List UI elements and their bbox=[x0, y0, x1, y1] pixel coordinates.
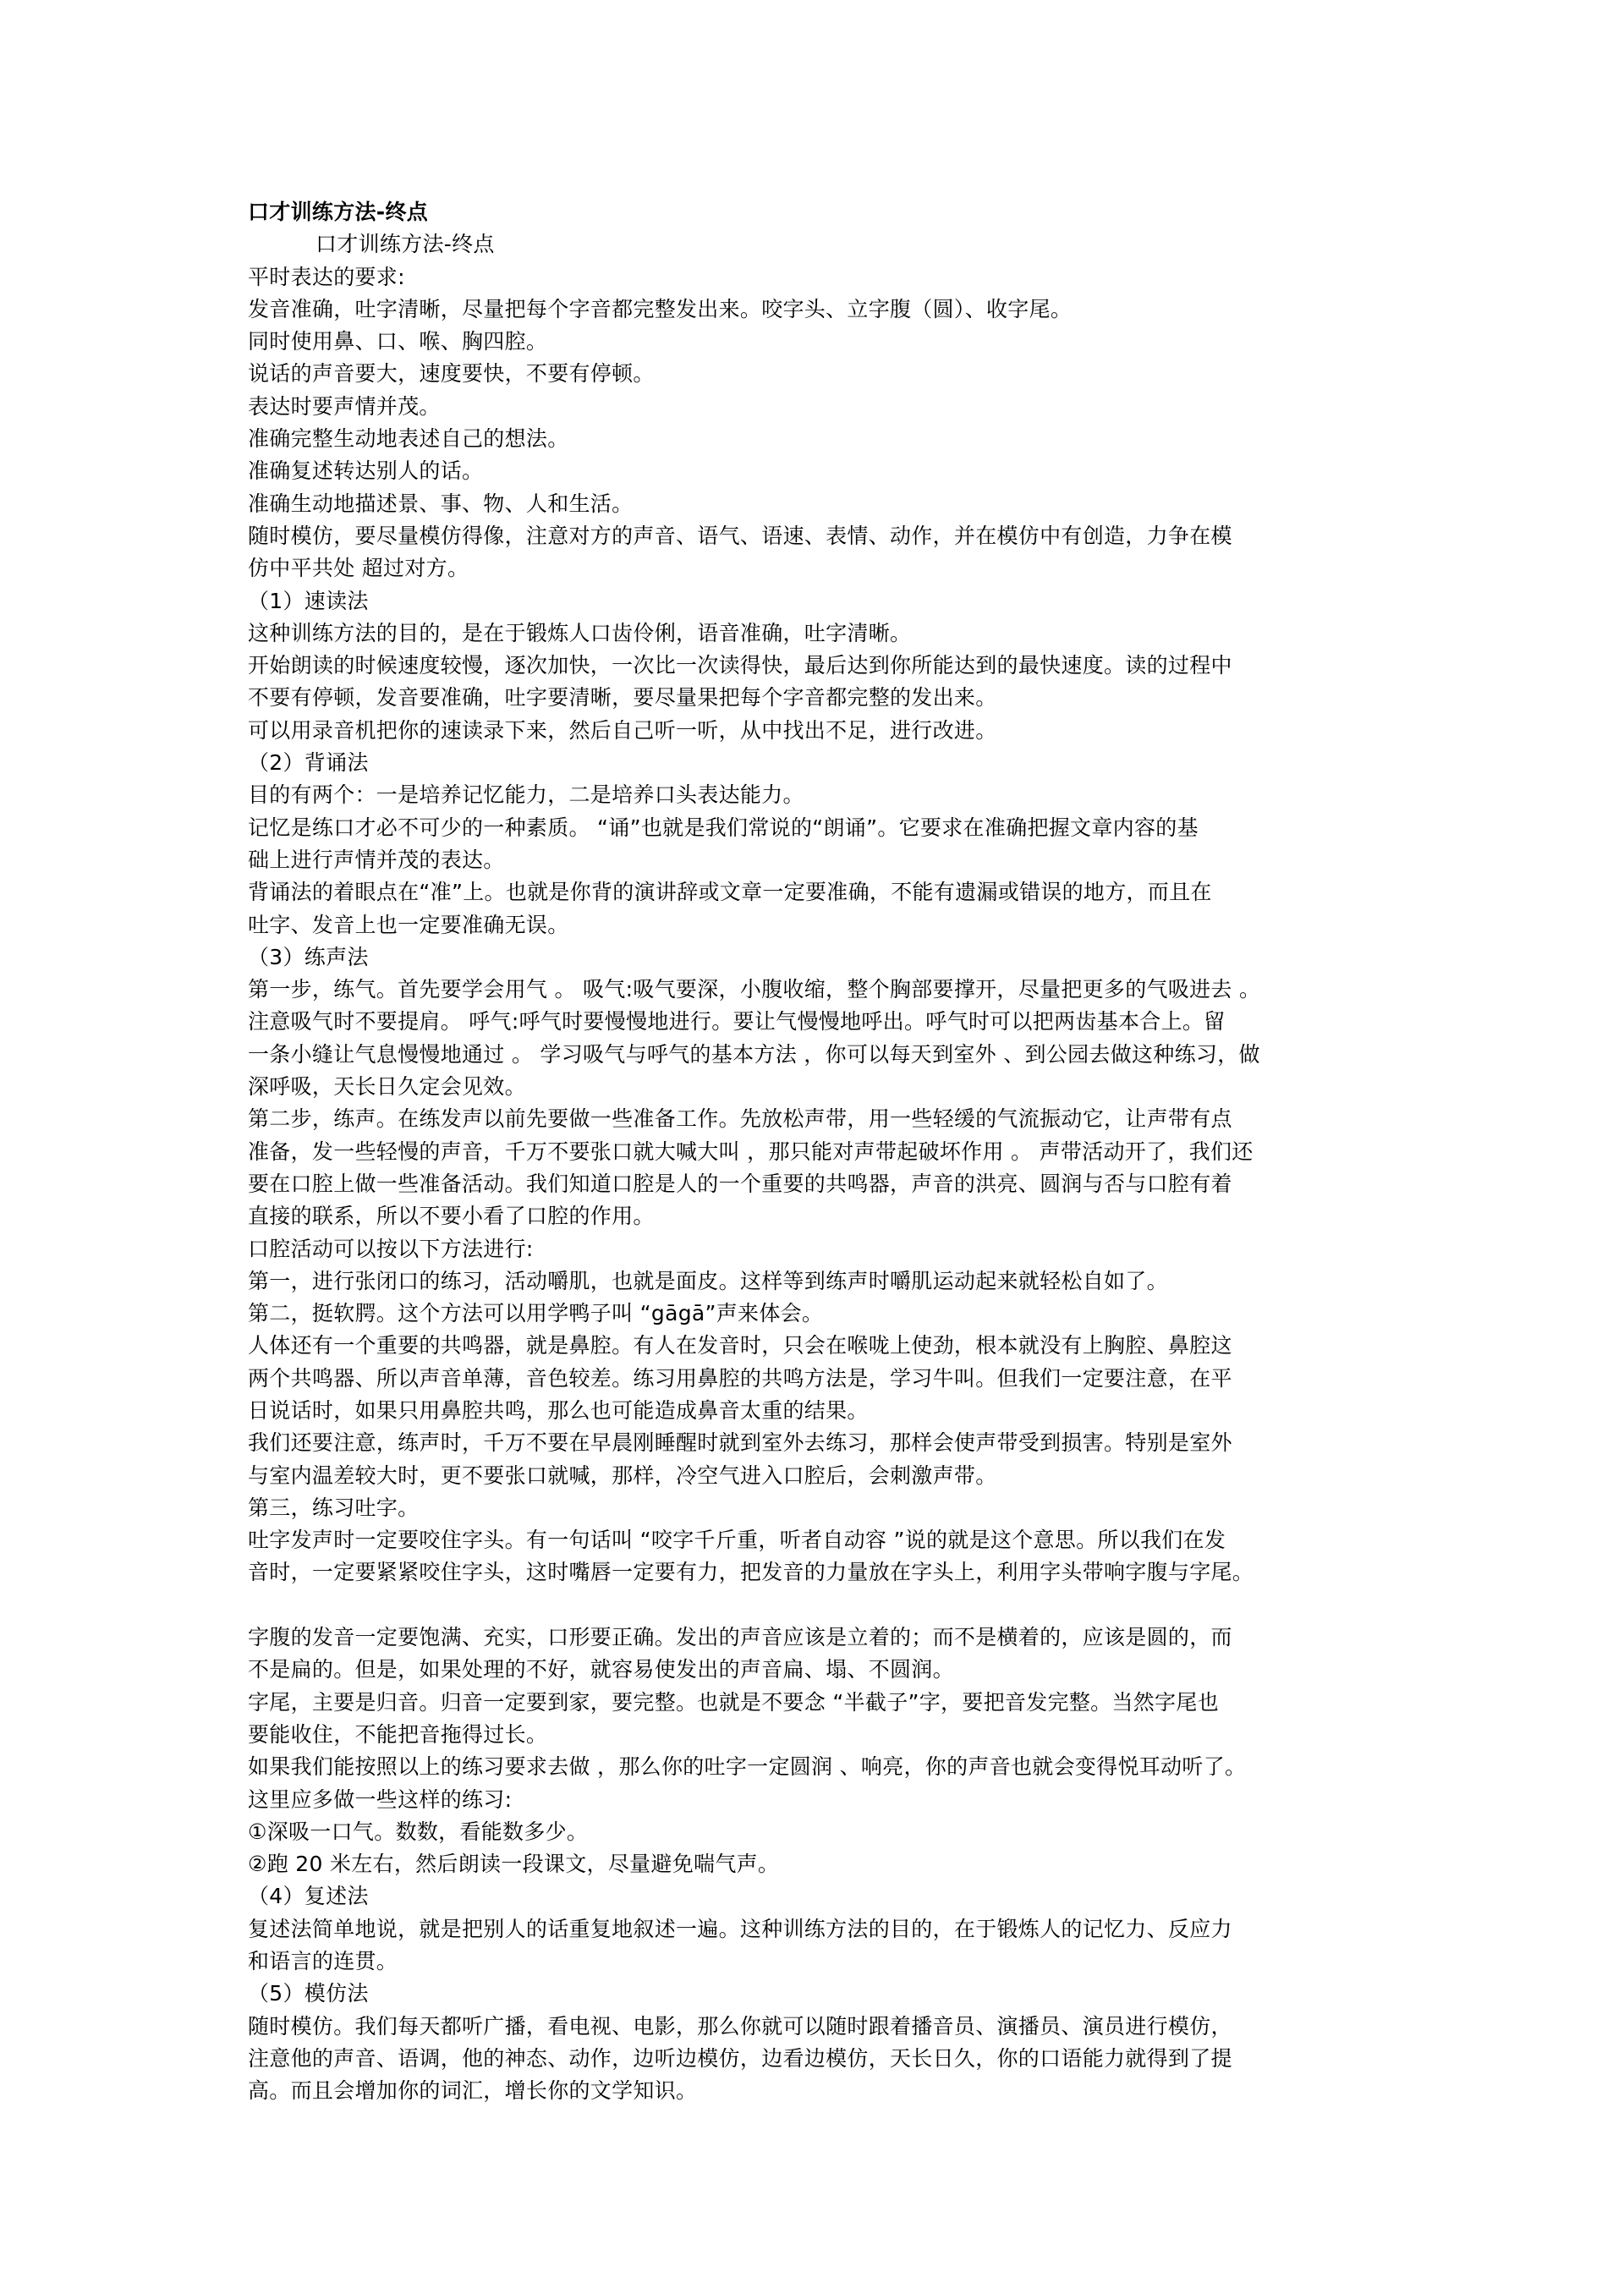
text-line: 同时使用鼻、口、喉、胸四腔。 bbox=[248, 329, 548, 354]
text-line: 与室内温差较大时，更不要张口就喊，那样，冷空气进入口腔后，会刺激声带。 bbox=[248, 1463, 997, 1488]
text-line: 随时模仿，要尽量模仿得像，注意对方的声音、语气、语速、表情、动作，并在模仿中有创造，力争在模 bbox=[248, 523, 1232, 548]
section-heading: （5）模仿法 bbox=[248, 1981, 369, 2006]
text-line: 要在口腔上做一些准备活动。我们知道口腔是人的一个重要的共鸣器，声音的洪亮、圆润与否与口腔有着 bbox=[248, 1171, 1232, 1196]
text-line: 直接的联系，所以不要小看了口腔的作用。 bbox=[248, 1204, 655, 1229]
text-line: 口腔活动可以按以下方法进行: bbox=[248, 1236, 534, 1261]
text-line: 第二，挺软腭。这个方法可以用学鸭子叫 “gāgā”声来体会。 bbox=[248, 1301, 824, 1326]
text-line: 不要有停顿，发音要准确，吐字要清晰，要尽量果把每个字音都完整的发出来。 bbox=[248, 685, 997, 711]
text-line: 这种训练方法的目的，是在于锻炼人口齿伶俐，语音准确，吐字清晰。 bbox=[248, 620, 912, 645]
text-line: 要能收住，不能把音拖得过长。 bbox=[248, 1721, 548, 1747]
text-line: 一条小缝让气息慢慢地通过 。 学习吸气与呼气的基本方法 ，你可以每天到室外 、到公园去做这种练习，做 bbox=[248, 1041, 1260, 1067]
text-line: 开始朗读的时候速度较慢，逐次加快，一次比一次读得快，最后达到你所能达到的最快速度。读的过程中 bbox=[248, 653, 1232, 678]
text-line: 随时模仿。我们每天都听广播，看电视、电影，那么你就可以随时跟着播音员、演播员、演员进行模仿， bbox=[248, 2013, 1232, 2039]
text-line: 高。而且会增加你的词汇，增长你的文学知识。 bbox=[248, 2078, 698, 2104]
text-line: 准确复述转达别人的话。 bbox=[248, 458, 484, 484]
text-line: 复述法简单地说，就是把别人的话重复地叙述一遍。这种训练方法的目的，在于锻炼人的记忆力、反应力 bbox=[248, 1916, 1232, 1941]
text-line: ①深吸一口气。数数，看能数多少。 bbox=[248, 1819, 589, 1844]
text-line: 字腹的发音一定要饱满、充实，口形要正确。发出的声音应该是立着的；而不是横着的，应该是圆的，而 bbox=[248, 1625, 1232, 1650]
document-subtitle: 口才训练方法-终点 bbox=[315, 232, 495, 257]
text-line: 吐字、发音上也一定要准确无误。 bbox=[248, 912, 569, 937]
section-heading: （2）背诵法 bbox=[248, 750, 369, 776]
text-line: 音时，一定要紧紧咬住字头，这时嘴唇一定要有力，把发音的力量放在字头上，利用字头带响字腹与字尾。 bbox=[248, 1560, 1254, 1585]
text-line: 两个共鸣器、所以声音单薄，音色较差。练习用鼻腔的共鸣方法是，学习牛叫。但我们一定要注意，在平 bbox=[248, 1365, 1232, 1391]
text-line: 础上进行声情并茂的表达。 bbox=[248, 847, 505, 872]
text-line: 可以用录音机把你的速读录下来，然后自己听一听，从中找出不足，进行改进。 bbox=[248, 717, 997, 743]
document-title: 口才训练方法-终点 bbox=[248, 200, 429, 224]
blank-line bbox=[248, 1589, 1432, 1622]
text-line: 这里应多做一些这样的练习: bbox=[248, 1786, 513, 1812]
section-heading: （1）速读法 bbox=[248, 588, 369, 613]
text-line: 注意他的声音、语调，他的神态、动作，边听边模仿，边看边模仿，天长日久，你的口语能力就得到了提 bbox=[248, 2045, 1232, 2071]
text-line: 人体还有一个重要的共鸣器，就是鼻腔。有人在发音时，只会在喉咙上使劲，根本就没有上胸腔、鼻腔这 bbox=[248, 1333, 1232, 1358]
text-line: 发音准确，吐字清晰，尽量把每个字音都完整发出来。咬字头、立字腹（圆）、收字尾。 bbox=[248, 296, 1073, 321]
text-line: 如果我们能按照以上的练习要求去做 ，那么你的吐字一定圆润 、响亮，你的声音也就会变得悦耳动听了。 bbox=[248, 1754, 1247, 1780]
text-line: 吐字发声时一定要咬住字头。有一句话叫 “咬字千斤重，听者自动容 ”说的就是这个意思。所以我们在发 bbox=[248, 1528, 1226, 1553]
text-line: 我们还要注意，练声时，千万不要在早晨刚睡醒时就到室外去练习，那样会使声带受到损害。特别是室外 bbox=[248, 1430, 1232, 1456]
text-line: 仿中平共处 超过对方。 bbox=[248, 556, 469, 581]
text-line: 记忆是练口才必不可少的一种素质。 “诵”也就是我们常说的“朗诵”。它要求在准确把握文章内容的基 bbox=[248, 815, 1199, 840]
text-line: 字尾，主要是归音。归音一定要到家，要完整。也就是不要念 “半截子”字，要把音发完整。当然字尾也 bbox=[248, 1689, 1219, 1715]
text-line: 背诵法的着眼点在“准”上。也就是你背的演讲辞或文章一定要准确，不能有遗漏或错误的地方，而且在 bbox=[248, 880, 1212, 905]
text-line: 不是扁的。但是，如果处理的不好，就容易使发出的声音扁、塌、不圆润。 bbox=[248, 1657, 954, 1682]
text-line: 第三，练习吐字。 bbox=[248, 1495, 420, 1520]
text-line: 第一，进行张闭口的练习，活动嚼肌，也就是面皮。这样等到练声时嚼肌运动起来就轻松自如了。 bbox=[248, 1268, 1168, 1293]
text-line: 准确生动地描述景、事、物、人和生活。 bbox=[248, 491, 634, 516]
document-body bbox=[248, 196, 1432, 2108]
section-heading: （3）练声法 bbox=[248, 944, 369, 969]
text-line: 和语言的连贯。 bbox=[248, 1949, 398, 1974]
text-line: 准确完整生动地表述自己的想法。 bbox=[248, 426, 569, 452]
text-line: 第二步，练声。在练发声以前先要做一些准备工作。先放松声带，用一些轻缓的气流振动它，让声带有点 bbox=[248, 1106, 1232, 1132]
text-line: 准备，发一些轻慢的声音，千万不要张口就大喊大叫 ，那只能对声带起破坏作用 。 声带活动开了，我们还 bbox=[248, 1139, 1254, 1164]
text-line: ②跑 20 米左右，然后朗读一段课文，尽量避免喘气声。 bbox=[248, 1852, 780, 1877]
text-line: 平时表达的要求: bbox=[248, 264, 405, 289]
text-line: 深呼吸，天长日久定会见效。 bbox=[248, 1074, 526, 1100]
text-line: 说话的声音要大，速度要快，不要有停顿。 bbox=[248, 361, 655, 387]
text-line: 注意吸气时不要提肩。 呼气:呼气时要慢慢地进行。要让气慢慢地呼出。呼气时可以把两齿基本合上。留 bbox=[248, 1009, 1226, 1034]
text-line: 目的有两个：一是培养记忆能力，二是培养口头表达能力。 bbox=[248, 782, 804, 808]
text-line: 第一步，练气。首先要学会用气 。 吸气:吸气要深，小腹收缩，整个胸部要撑开，尽量把更多的气吸进去 。 bbox=[248, 977, 1261, 1002]
text-line: 表达时要声情并茂。 bbox=[248, 393, 441, 419]
text-line: 日说话时，如果只用鼻腔共鸣，那么也可能造成鼻音太重的结果。 bbox=[248, 1397, 869, 1423]
section-heading: （4）复述法 bbox=[248, 1884, 369, 1909]
